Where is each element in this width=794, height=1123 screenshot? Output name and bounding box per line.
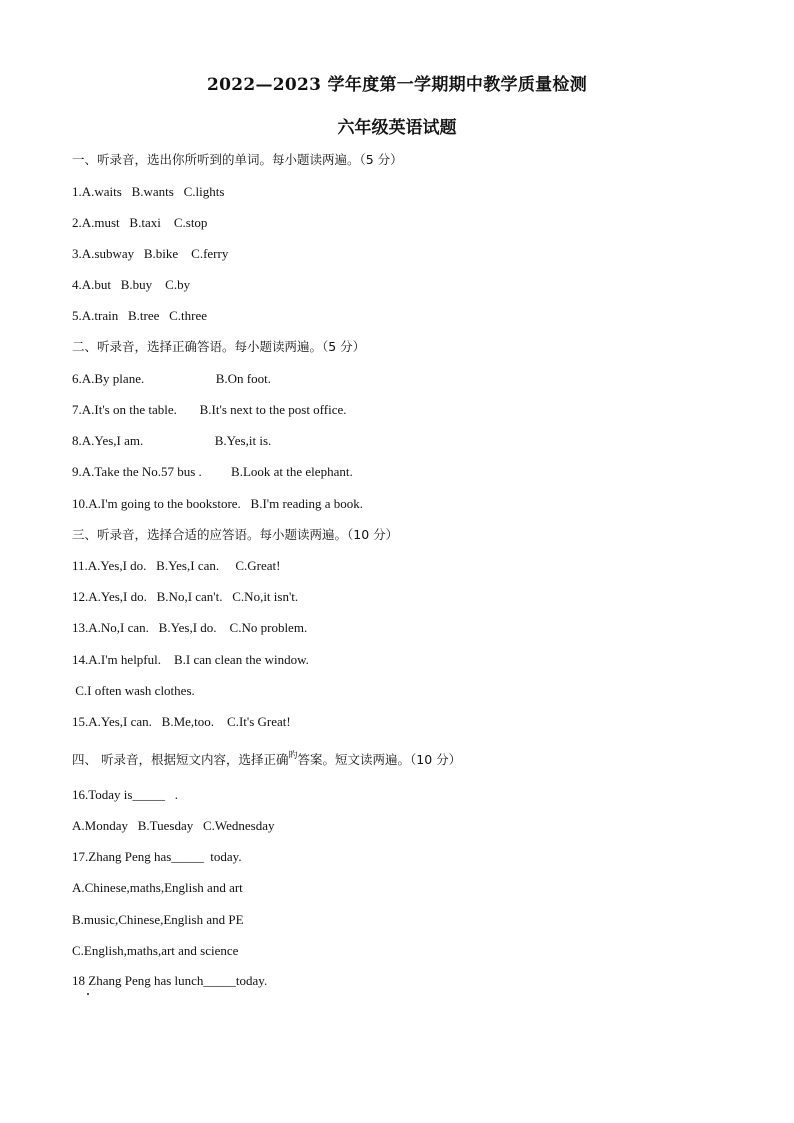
question-line: 16.Today is_____ .	[72, 787, 178, 802]
question-line: 6.A.By plane. B.On foot.	[72, 371, 271, 386]
question-line: 8.A.Yes,I am. B.Yes,it is.	[72, 433, 272, 448]
question-line: 7.A.It's on the table. B.It's next to the post office.	[72, 402, 347, 417]
question-line: 10.A.I'm going to the bookstore. B.I'm reading a book.	[72, 496, 364, 511]
question-line: 1.A.waits B.wants C.lights	[72, 184, 225, 199]
question-line: 12.A.Yes,I do. B.No,I can't. C.No,it isn't.	[72, 589, 299, 604]
page-title: 2022—2023 学年度第一学期期中教学质量检测	[206, 75, 588, 95]
question-line: B.music,Chinese,English and PE	[72, 912, 244, 927]
question-line: 2.A.must B.taxi C.stop	[72, 215, 208, 230]
question-line: 5.A.train B.tree C.three	[72, 308, 208, 323]
question-line: 18 Zhang Peng has lunch_____today.	[72, 973, 268, 988]
section-heading-1: 一、听录音，选出你所听到的单词。每小题读两遍。（5 分）	[72, 152, 403, 167]
section-heading-3: 三、听录音，选择合适的应答语。每小题读两遍。（10 分）	[72, 527, 399, 542]
question-line: 15.A.Yes,I can. B.Me,too. C.It's Great!	[72, 714, 291, 729]
question-line: A.Chinese,maths,English and art	[72, 880, 243, 895]
stray-mark	[87, 993, 89, 995]
question-line: 13.A.No,I can. B.Yes,I do. C.No problem.	[72, 620, 308, 635]
question-line: C.I often wash clothes.	[72, 683, 195, 698]
question-line: A.Monday B.Tuesday C.Wednesday	[72, 818, 275, 833]
page-subtitle: 六年级英语试题	[337, 118, 457, 138]
question-line: 3.A.subway B.bike C.ferry	[72, 246, 229, 261]
question-line: C.English,maths,art and science	[72, 943, 239, 958]
heading-part: 答案。短文读两遍。（10 分）	[297, 752, 462, 767]
superscript-char: 旳	[288, 751, 298, 761]
section-heading-2: 二、听录音，选择正确答语。每小题读两遍。（5 分）	[72, 339, 366, 354]
question-line: 14.A.I'm helpful. B.I can clean the window.	[72, 652, 309, 667]
question-line: 11.A.Yes,I do. B.Yes,I can. C.Great!	[72, 558, 281, 573]
section-heading-4	[72, 752, 461, 770]
heading-part: 四、 听录音，根据短文内容，选择正确	[72, 752, 289, 767]
question-line: 9.A.Take the No.57 bus . B.Look at the elephant.	[72, 464, 353, 479]
question-line: 4.A.but B.buy C.by	[72, 277, 191, 292]
question-line: 17.Zhang Peng has_____ today.	[72, 849, 242, 864]
